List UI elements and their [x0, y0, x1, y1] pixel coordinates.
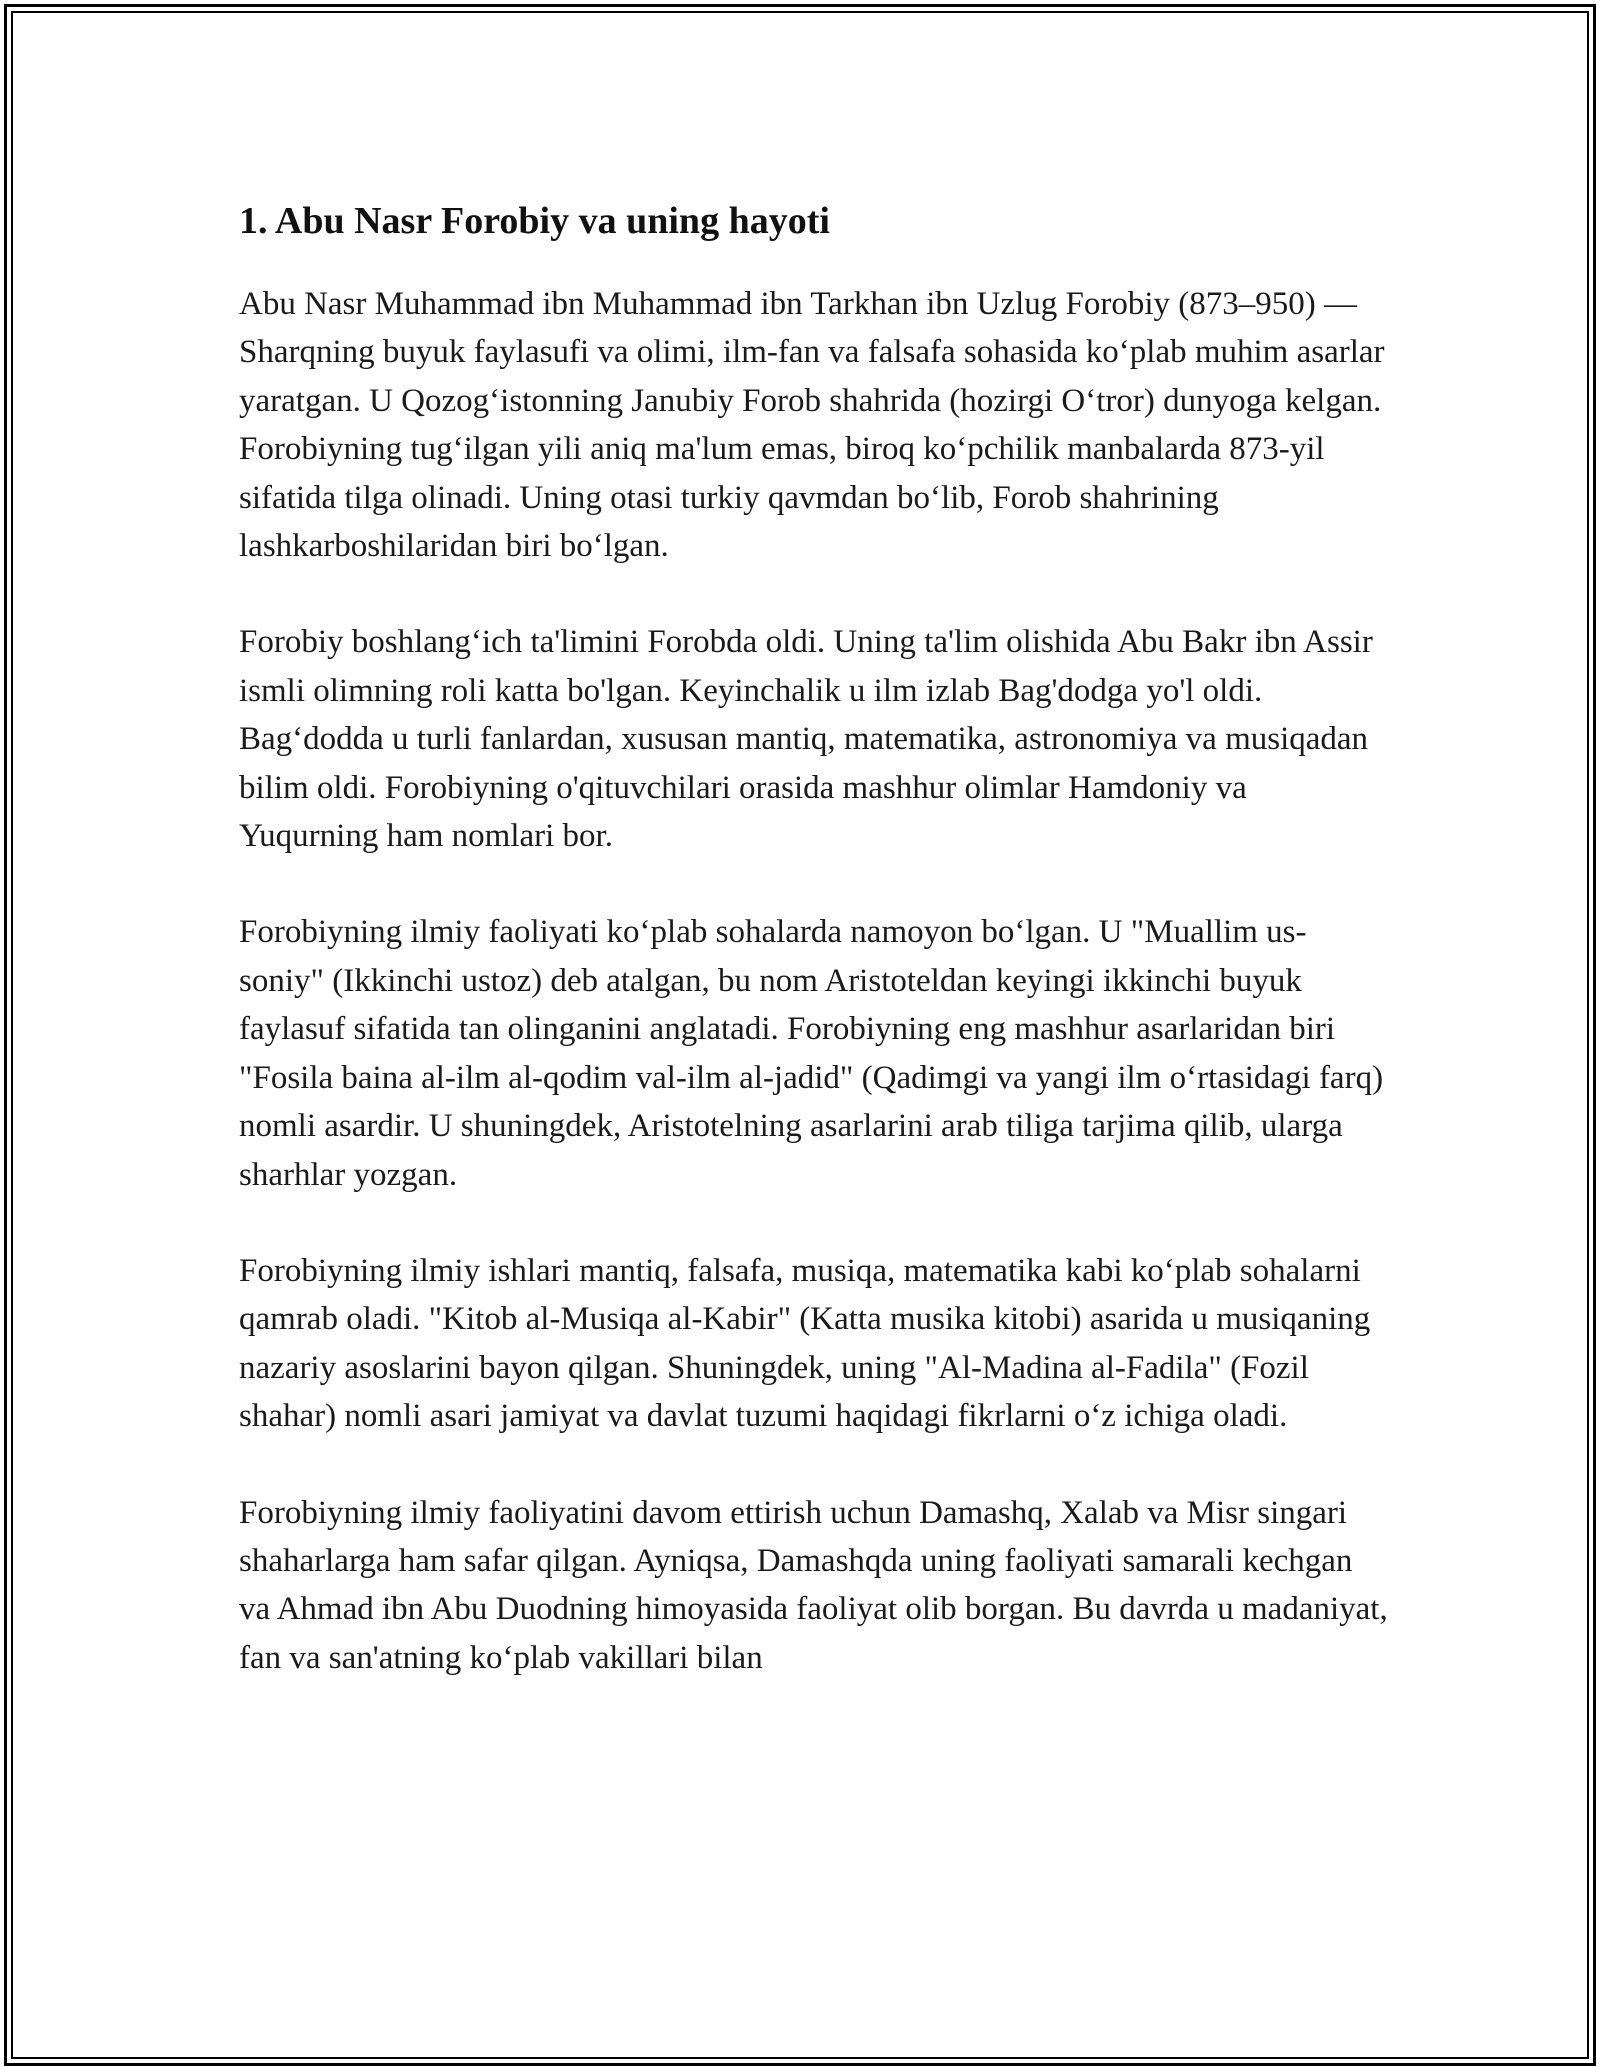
paragraph-scientific-activity: Forobiyning ilmiy faoliyati ko‘plab sohalarda namoyon bo‘lgan. U "Muallim us-soniy" (Ikkinchi ustoz) deb atalgan, bu nom Aristoteldan keyingi ikkinchi buyuk faylasuf sifatida tan olinganini anglatadi. Forobiyning eng mashhur asarlaridan biri "Fosila baina al-ilm al-qodim val-ilm al-jadid" (Qadimgi va yangi ilm o‘rtasidagi farq) nomli asardir. U shuningdek, Aristotelning asarlarini arab tiliga tarjima qilib, ularga sharhlar yozgan.	[239, 914, 1384, 1193]
section-heading: 1. Abu Nasr Forobiy va uning hayoti	[239, 200, 830, 242]
paragraph-birth-and-origin: Abu Nasr Muhammad ibn Muhammad ibn Tarkhan ibn Uzlug Forobiy (873–950) — Sharqning buyuk faylasufi va olimi, ilm-fan va falsafa sohasida ko‘plab muhim asarlar yaratgan. U Qozog‘istonning Janubiy Forob shahrida (hozirgi O‘tror) dunyoga kelgan. Forobiyning tug‘ilgan yili aniq ma'lum emas, biroq ko‘pchilik manbalarda 873-yil sifatida tilga olinadi. Uning otasi turkiy qavmdan bo‘lib, Forob shahrining lashkarboshilaridan biri bo‘lgan.	[239, 286, 1385, 565]
paragraph-travels: Forobiyning ilmiy faoliyatini davom ettirish uchun Damashq, Xalab va Misr singari shaharlarga ham safar qilgan. Ayniqsa, Damashqda uning faoliyati samarali kechgan va Ahmad ibn Abu Duodning himoyasida faoliyat olib borgan. Bu davrda u madaniyat, fan va san'atning ko‘plab vakillari bilan	[239, 1494, 1388, 1676]
paragraph-education: Forobiy boshlang‘ich ta'limini Forobda oldi. Uning ta'lim olishida Abu Bakr ibn Assir ismli olimning roli katta bo'lgan. Keyinchalik u ilm izlab Bag'dodga yo'l oldi. Bag‘dodda u turli fanlardan, xususan mantiq, matematika, astronomiya va musiqadan bilim oldi. Forobiyning o'qituvchilari orasida mashhur olimlar Hamdoniy va Yuqurning ham nomlari bor.	[239, 624, 1373, 855]
document-content	[239, 192, 1389, 1730]
paragraph-scientific-works: Forobiyning ilmiy ishlari mantiq, falsafa, musiqa, matematika kabi ko‘plab sohalarni qamrab oladi. "Kitob al-Musiqa al-Kabir" (Katta musika kitobi) asarida u musiqaning nazariy asoslarini bayon qilgan. Shuningdek, uning "Al-Madina al-Fadila" (Fozil shahar) nomli asari jamiyat va davlat tuzumi haqidagi fikrlarni o‘z ichiga oladi.	[239, 1252, 1371, 1435]
page-frame	[4, 4, 1596, 2066]
